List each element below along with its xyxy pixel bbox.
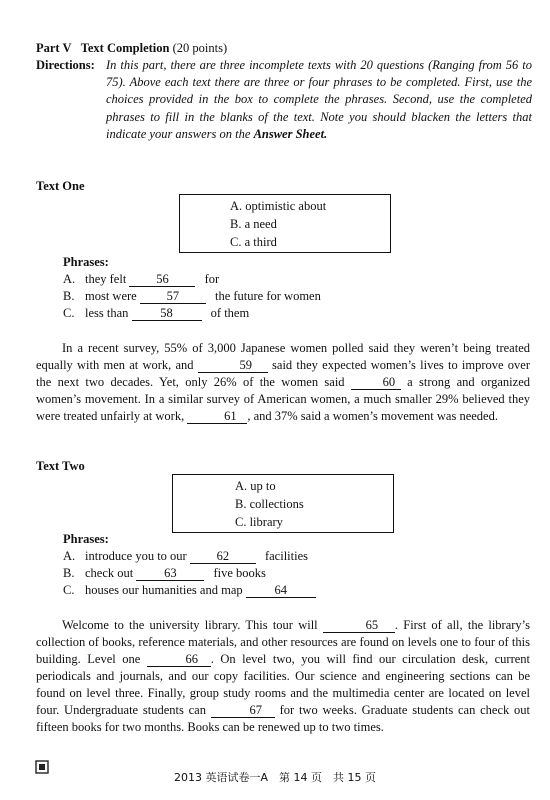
text-two-title: Text Two	[36, 459, 85, 473]
text-one-phrase-c: C. less than 58 of them	[63, 306, 250, 320]
text-two-phrase-c: C. houses our humanities and map 64	[63, 582, 316, 599]
text-two-phrase-a: A. introduce you to our 62 facilities	[63, 549, 309, 563]
text-one-phrase-b: B. most were 57 the future for women	[63, 289, 321, 303]
text-one-phrases-label: Phrases:	[63, 255, 109, 269]
blank-63: 63	[136, 567, 204, 581]
text-two-phrases-label: Phrases:	[63, 532, 109, 546]
blank-57: 57	[140, 290, 206, 304]
part-number: Part V	[36, 41, 72, 55]
page-footer: 2013 英语试卷一A 第 14 页 共 15 页	[174, 771, 376, 784]
text-one-title: Text One	[36, 179, 85, 193]
text-two-phrase-b: B. check out 63 five books	[63, 566, 266, 580]
part-points: (20 points)	[172, 41, 228, 55]
part-heading	[36, 40, 227, 57]
blank-65: 65	[323, 619, 395, 633]
blank-64: 64	[246, 584, 316, 598]
answer-sheet-label: Answer Sheet.	[253, 126, 328, 141]
text-one-phrase-a: A. they felt 56 for	[63, 272, 220, 286]
blank-67: 67	[211, 704, 275, 718]
text-one-options-box	[179, 194, 391, 253]
text-two-option-b: B. collections	[235, 497, 304, 511]
blank-61: 61	[187, 410, 247, 424]
text-one-option-b: B. a need	[230, 217, 277, 231]
directions-label: Directions:	[36, 58, 95, 72]
blank-66: 66	[147, 653, 211, 667]
text-two-options-box	[172, 474, 394, 533]
blank-56: 56	[129, 273, 195, 287]
text-one-passage: In a recent survey, 55% of 3,000 Japanese women polled said they weren’t being treated equally with men at work, and 59 said they expected women’s lives to improve over the next two decades. Yet, only 26% of the women said 60 a strong and organized women’s movement. In a similar survey of American women, a much smaller 29% believed they were treated unfairly at work, 61 , and 37% said a women’s movement was needed.	[36, 341, 531, 423]
directions-text	[106, 57, 532, 143]
part-title: Text Completion	[80, 41, 170, 55]
blank-58: 58	[132, 307, 202, 321]
text-one-option-c: C. a third	[230, 235, 277, 249]
text-one-option-a: A. optimistic about	[230, 199, 327, 213]
text-two-passage: Welcome to the university library. This tour will 65 . First of all, the library’s collection of books, reference materials, and other resources are found on levels one to four of this building. Level one 66 . On level two, you will find our circulation desk, current periodicals and journals, and our copy facilities. Our science and engineering sections can be found on level three. Finally, group study rooms and the multimedia center are located on level four. Undergraduate students can 67 for two weeks. Graduate students can check out fifteen books for two months. Books can be renewed up to two times.	[36, 618, 531, 734]
text-two-option-c: C. library	[235, 515, 283, 529]
blank-59: 59	[198, 359, 268, 373]
text-two-option-a: A. up to	[235, 479, 276, 493]
blank-62: 62	[190, 550, 256, 564]
blank-60: 60	[351, 376, 401, 390]
directions-body: In this part, there are three incomplete texts with 20 questions (Ranging from 56 to 75). Above each text there are three or four phrases to be completed. First, use the choices provided in the box to complete the phrases. Second, use the completed phrases to fill in the blanks of the text. Note you should blacken the letters that indicate your answers on the	[106, 58, 532, 141]
